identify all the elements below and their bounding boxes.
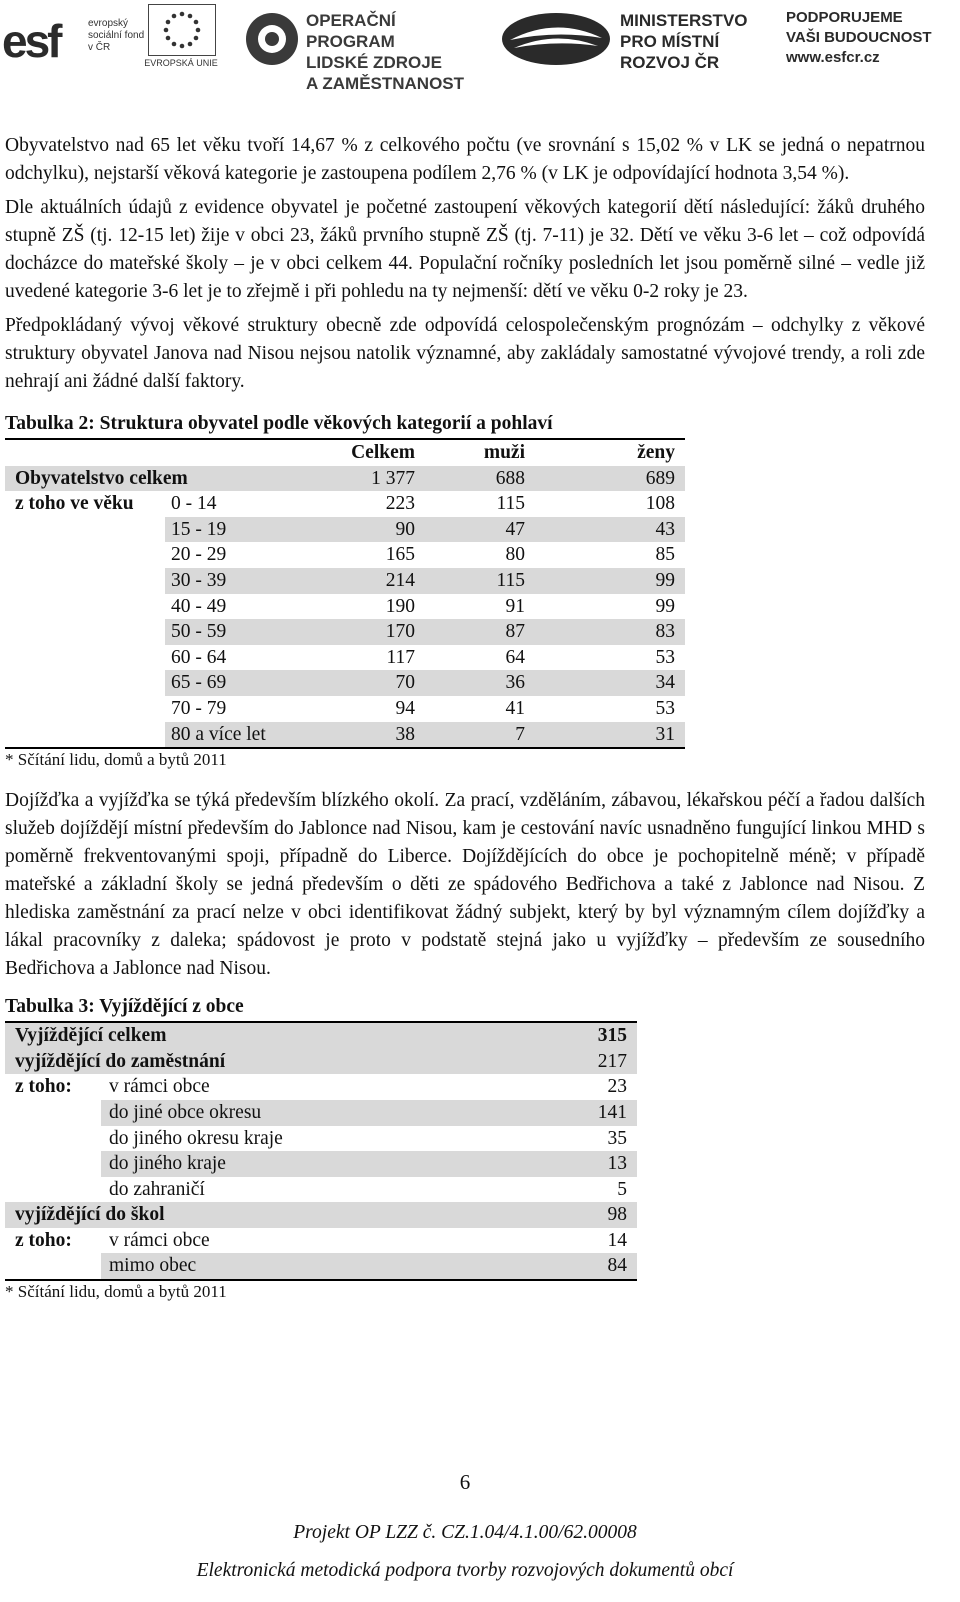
table-cell: 60 - 64: [171, 646, 227, 668]
table-row: [5, 619, 685, 645]
table-cell: Vyjíždějící celkem: [15, 1025, 167, 1047]
table-row: [5, 1126, 637, 1152]
table-cell: 65 - 69: [165, 670, 315, 696]
eu-flag-icon: [148, 4, 216, 56]
op-line-3: A ZAMĚSTNANOST: [306, 74, 465, 93]
table-cell: 80 a více let: [165, 722, 315, 749]
table-row: [5, 645, 685, 671]
op-line-1: OPERAČNÍ PROGRAM: [306, 11, 396, 51]
table-cell: do jiného okresu kraje: [109, 1127, 283, 1149]
esf-mark: esf: [2, 15, 60, 67]
table-cell: 94: [395, 697, 415, 719]
table-cell: mimo obec: [101, 1253, 531, 1280]
table-cell: 108: [645, 493, 675, 515]
table2-total-label: Obyvatelstvo celkem: [15, 467, 188, 489]
table-cell: 36: [425, 670, 555, 696]
table-cell: 5: [617, 1178, 627, 1200]
footer-project: Projekt OP LZZ č. CZ.1.04/4.1.00/62.00008: [293, 1522, 637, 1543]
paragraph-2: Dle aktuálních údajů z evidence obyvatel je početné zastoupení věkových kategorií dětí následující: žáků druhého stupně ZŠ (tj. 12-15 let) žije v obci 23, žáků prvního stupně ZŠ (tj. 7-11) je 32. Dětí ve věku 3-6 let – což odpovídá docházce do mateřské školy – je v obci celkem 44. Populační ročníky posledních let jsou poměrně silné – vedle již uvedené kategorie 3-6 let je to zřejmě i při pohledu na ty nejmenší: dětí ve věku 0-2 roky je 23.: [5, 197, 925, 302]
table-cell: 53: [655, 646, 675, 668]
table-cell: 40 - 49: [171, 595, 227, 617]
table-cell: 91: [505, 595, 525, 617]
table-cell: 689: [645, 467, 675, 489]
mmr-line-1: MINISTERSTVO: [620, 11, 748, 30]
table2: [5, 440, 685, 749]
table-cell: 117: [386, 646, 415, 668]
table-cell: vyjíždějící do škol: [15, 1204, 165, 1226]
table-cell: 84: [531, 1253, 637, 1280]
table2-header-zeny: ženy: [637, 442, 675, 463]
esf-logo: [0, 4, 145, 72]
eu-text: EVROPSKÁ UNIE: [144, 58, 218, 68]
page-number: 6: [459, 1470, 471, 1494]
table-cell: 70 - 79: [171, 697, 227, 719]
table3-block: [5, 995, 925, 1303]
table-cell: 223: [385, 493, 415, 515]
mmr-logo: [500, 4, 770, 72]
table-cell: v rámci obce: [109, 1076, 210, 1098]
table-cell: 90: [315, 517, 425, 543]
table3-caption: Tabulka 3: Vyjíždějící z obce: [5, 995, 637, 1023]
table-row: [5, 542, 685, 568]
table2-header-celkem: Celkem: [351, 442, 415, 463]
table-row: [5, 1074, 637, 1100]
table-cell: 53: [655, 697, 675, 719]
table-row: [5, 1228, 637, 1254]
table-cell: 141: [531, 1100, 637, 1126]
table-cell: 115: [425, 568, 555, 594]
table-row: [5, 1253, 637, 1280]
table-cell: 70: [315, 670, 425, 696]
table-row: [5, 722, 685, 749]
table-cell: 99: [655, 595, 675, 617]
table-cell: 214: [315, 568, 425, 594]
table-cell: 85: [655, 544, 675, 566]
table-cell: 99: [555, 568, 685, 594]
table-row: [5, 1177, 637, 1203]
eu-logo: [140, 4, 222, 72]
table-cell: 23: [607, 1076, 627, 1098]
table-row: [5, 517, 685, 543]
table-cell: 34: [555, 670, 685, 696]
table-cell: 83: [555, 619, 685, 645]
table-cell: 38: [315, 722, 425, 749]
table-cell: 688: [495, 467, 525, 489]
table-cell: 43: [555, 517, 685, 543]
table-row: [5, 1100, 637, 1126]
support-text: [786, 8, 956, 68]
support-line-2: VAŠI BUDOUCNOST: [786, 29, 932, 46]
table-cell: 217: [597, 1050, 627, 1072]
op-lzz-icon: [244, 10, 300, 68]
table-cell: 31: [555, 722, 685, 749]
table-row: [5, 1049, 637, 1075]
table-cell: 15 - 19: [165, 517, 315, 543]
table-cell: z toho:: [15, 1076, 72, 1098]
table-cell: 50 - 59: [165, 619, 315, 645]
table-row: [5, 696, 685, 722]
table-cell: 170: [315, 619, 425, 645]
table-cell: 115: [496, 493, 525, 515]
table2-header-row: [5, 440, 685, 466]
table-row: [5, 1023, 637, 1049]
mmr-icon: [500, 10, 612, 68]
table-row: [5, 568, 685, 594]
footer-title: Elektronická metodická podpora tvorby rozvojových dokumentů obcí: [196, 1560, 734, 1581]
table-cell: z toho:: [15, 1229, 72, 1251]
mmr-line-2: PRO MÍSTNÍ: [620, 32, 720, 51]
esf-text: evropský sociální fond v ČR: [88, 18, 145, 53]
support-line-1: PODPORUJEME: [786, 9, 903, 26]
table-cell: 14: [607, 1229, 627, 1251]
table2-group-label: z toho ve věku: [15, 493, 134, 515]
table-cell: 1 377: [371, 467, 415, 489]
paragraph-1: Obyvatelstvo nad 65 let věku tvoří 14,67 % z celkového počtu (ve srovnání s 15,02 % v LK se jedná o nepatrnou odchylku), nejstarší věková kategorie je zastoupena podílem 2,76 % (v LK je odpovídající hodnota 3,54 %).: [5, 135, 925, 184]
paragraph-commute: Dojížďka a vyjížďka se týká především blízkého okolí. Za prací, vzděláním, zábavou, lékařskou péčí a řadou dalších služeb dojíždějí místní především do Jablonce nad Nisou, kam je cestování navíc usnadněno fungující linkou MHD s poměrně frekventovanými spoji, případně do Liberce. Dojíždějících do obce je pochopitelně méně; v případě mateřské a základní školy se jedná především o děti ze spádového Bedřichova a také z Jablonce nad Nisou. Z hlediska zaměstnání za prací nelze v obci identifikovat žádný subjekt, který by byl významným cílem dojížďky a lákal pracovníky z daleka; spádovost je proto v podstatě stejná jako u vyjížďky – především ze sousedního Bedřichova a Jablonce nad Nisou.: [5, 790, 925, 980]
table3: [5, 1023, 637, 1281]
table-row: [5, 594, 685, 620]
table-cell: 315: [597, 1025, 627, 1047]
table-cell: 190: [385, 595, 415, 617]
mmr-line-3: ROZVOJ ČR: [620, 53, 720, 72]
table-cell: 64: [505, 646, 525, 668]
table-cell: 30 - 39: [165, 568, 315, 594]
table-cell: 35: [607, 1127, 627, 1149]
mmr-text: [620, 10, 748, 73]
table-cell: 7: [425, 722, 555, 749]
document-body: [5, 132, 925, 1303]
paragraph-3: Předpokládaný vývoj věkové struktury obecně zde odpovídá celospolečenským prognózám – odchylky z věkové struktury obyvatel Janova nad Nisou nejsou natolik významné, aby zakládaly samostatné vývojové trendy, a roli zde nehrají ani žádné další faktory.: [5, 315, 925, 392]
table2-note: * Sčítání lidu, domů a bytů 2011: [5, 750, 227, 770]
header-logos: [0, 0, 960, 93]
op-lzz-logo: [244, 4, 484, 93]
table-cell: 13: [531, 1151, 637, 1177]
table2-caption: Tabulka 2: Struktura obyvatel podle věkových kategorií a pohlaví: [5, 412, 685, 440]
table2-block: [5, 412, 925, 771]
table-cell: 41: [505, 697, 525, 719]
table-cell: v rámci obce: [109, 1229, 210, 1251]
table-cell: 87: [425, 619, 555, 645]
table-row: [5, 491, 685, 517]
table-cell: 47: [425, 517, 555, 543]
table-row: [5, 670, 685, 696]
op-lzz-text: [306, 10, 484, 94]
table-row: [5, 1202, 637, 1228]
support-url: www.esfcr.cz: [786, 49, 880, 66]
table2-header-muzi: muži: [483, 442, 525, 463]
table3-note: * Sčítání lidu, domů a bytů 2011: [5, 1282, 227, 1302]
op-line-2: LIDSKÉ ZDROJE: [306, 53, 443, 72]
table-cell: do jiného kraje: [101, 1151, 531, 1177]
table-cell: do zahraničí: [109, 1178, 205, 1200]
table-cell: do jiné obce okresu: [101, 1100, 531, 1126]
table-row: [5, 1151, 637, 1177]
table-cell: 20 - 29: [171, 544, 227, 566]
table-cell: 165: [385, 544, 415, 566]
table-cell: 98: [607, 1204, 627, 1226]
table-cell: 0 - 14: [171, 493, 217, 515]
table-cell: 80: [505, 544, 525, 566]
table2-total-row: [5, 466, 685, 492]
table-cell: vyjíždějící do zaměstnání: [15, 1050, 226, 1072]
